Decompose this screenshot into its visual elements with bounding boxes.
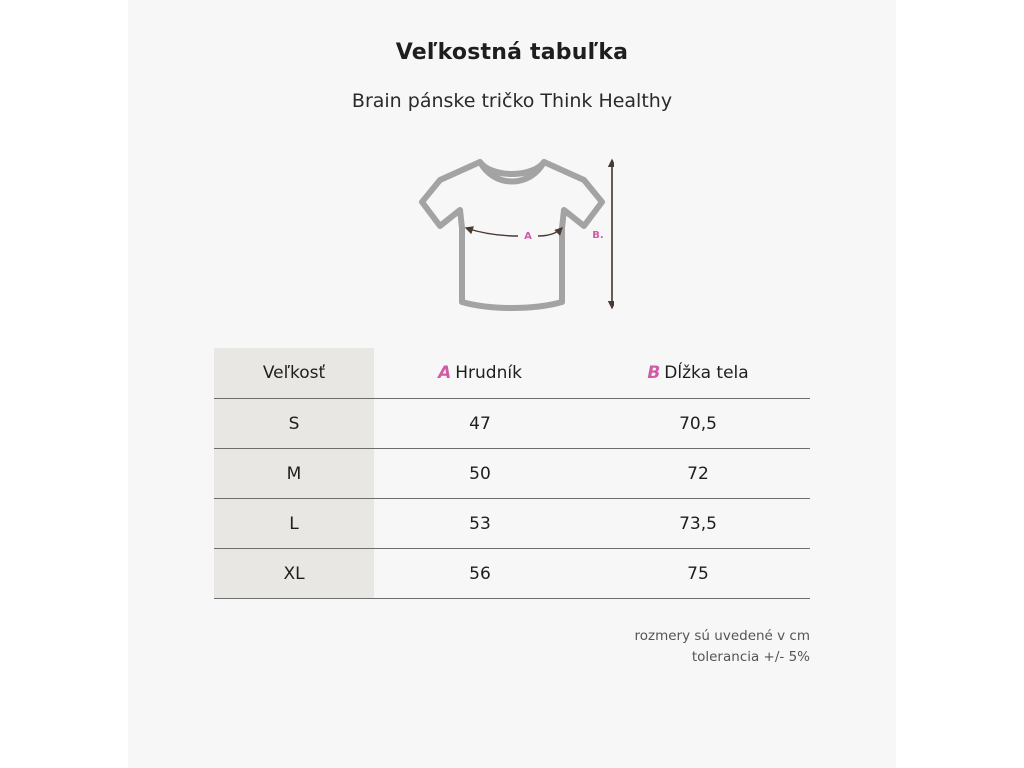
table-header-row xyxy=(214,348,810,399)
header-size: Veľkosť xyxy=(214,348,374,399)
cell-chest: 53 xyxy=(374,499,586,549)
table-row xyxy=(214,499,810,549)
measurement-notes xyxy=(635,626,811,668)
cell-chest: 56 xyxy=(374,549,586,599)
header-length-label: Dĺžka tela xyxy=(664,363,749,383)
header-length xyxy=(586,348,810,399)
cell-size: M xyxy=(214,449,374,499)
diagram-label-a: A xyxy=(524,231,532,242)
cell-chest: 47 xyxy=(374,399,586,449)
size-table xyxy=(214,348,810,599)
cell-size: S xyxy=(214,399,374,449)
chest-arrow-right xyxy=(538,228,562,236)
table-row xyxy=(214,399,810,449)
size-chart-panel xyxy=(128,0,896,768)
cell-length: 75 xyxy=(586,549,810,599)
header-chest-label: Hrudník xyxy=(455,363,522,383)
note-units: rozmery sú uvedené v cm xyxy=(634,628,810,644)
cell-chest: 50 xyxy=(374,449,586,499)
cell-length: 70,5 xyxy=(586,399,810,449)
cell-length: 72 xyxy=(586,449,810,499)
note-tolerance: tolerancia +/- 5% xyxy=(691,649,810,665)
page-title: Veľkostná tabuľka xyxy=(395,40,629,65)
table-row xyxy=(214,549,810,599)
product-subtitle: Brain pánske tričko Think Healthy xyxy=(351,90,673,112)
tshirt-icon xyxy=(414,150,614,320)
header-chest xyxy=(374,348,586,399)
cell-size: L xyxy=(214,499,374,549)
chest-arrow-left xyxy=(466,228,518,236)
cell-length: 73,5 xyxy=(586,499,810,549)
diagram-label-b: B. xyxy=(592,230,604,241)
header-chest-letter: A xyxy=(438,363,452,383)
table-row xyxy=(214,449,810,499)
cell-size: XL xyxy=(214,549,374,599)
header-length-letter: B xyxy=(647,363,661,383)
